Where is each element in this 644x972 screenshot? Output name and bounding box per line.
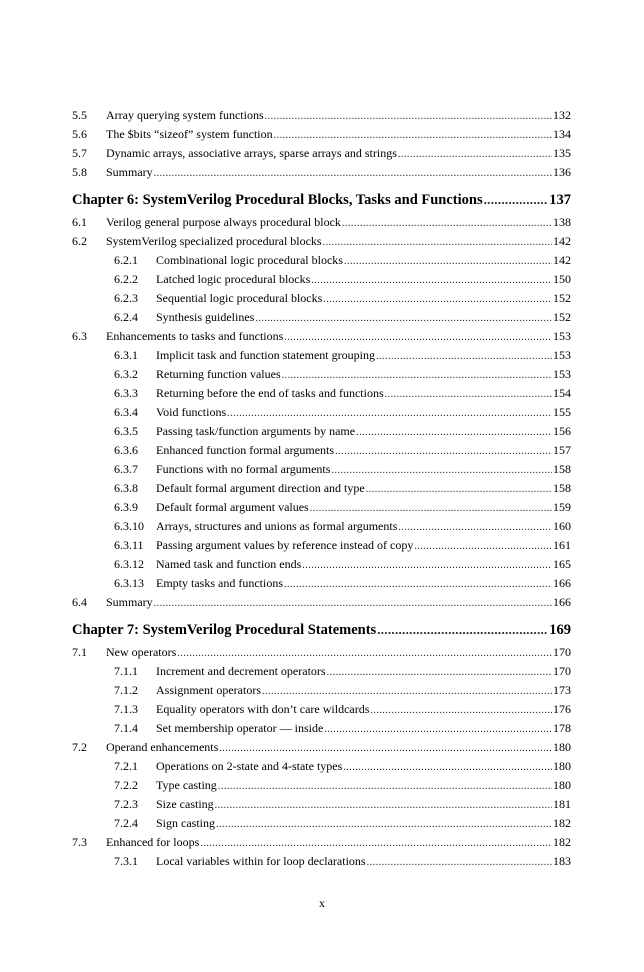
toc-entry: [72, 327, 571, 346]
toc-entry-number: 7.1.1: [114, 664, 138, 678]
toc-entry-page: 142: [553, 253, 571, 267]
toc-leader-dots: [262, 682, 552, 701]
toc-chapter-entry: [72, 186, 571, 213]
toc-entry-title: Combinational logic procedural blocks: [156, 253, 343, 267]
toc-entry-title: Enhanced function formal arguments: [156, 443, 335, 457]
toc-entry-title: Implicit task and function statement grouping: [156, 348, 375, 362]
toc-leader-dots: [323, 290, 552, 309]
toc-entry: [72, 270, 571, 289]
toc-leader-dots: [215, 796, 552, 815]
toc-entry-page: 155: [553, 405, 571, 419]
toc-leader-dots: [344, 252, 552, 271]
toc-leader-dots: [377, 616, 548, 643]
toc-entry-page: 166: [553, 576, 571, 590]
toc-entry-page: 173: [553, 683, 571, 697]
toc-leader-dots: [323, 233, 552, 252]
toc-entry-number: 7.2.1: [114, 759, 138, 773]
toc-entry-page: 152: [553, 291, 571, 305]
toc-leader-dots: [310, 499, 552, 518]
toc-entry-number: 7.2.3: [114, 797, 138, 811]
toc-entry: [72, 251, 571, 270]
toc-entry-page: 180: [553, 759, 571, 773]
toc-entry: [72, 719, 571, 738]
toc-entry-page: 153: [553, 367, 571, 381]
toc-leader-dots: [227, 404, 552, 423]
toc-leader-dots: [284, 328, 552, 347]
toc-entry-title: Set membership operator — inside: [156, 721, 324, 735]
toc-entry-page: 178: [553, 721, 571, 735]
toc-entry: [72, 574, 571, 593]
toc-entry-number: 6.3.10: [114, 519, 144, 533]
toc-entry-number: 6.3.13: [114, 576, 144, 590]
toc-entry: [72, 681, 571, 700]
toc-leader-dots: [265, 107, 552, 126]
toc-entry-page: 132: [553, 108, 571, 122]
toc-leader-dots: [324, 720, 552, 739]
toc-entry-title: Type casting: [156, 778, 217, 792]
toc-entry-page: 156: [553, 424, 571, 438]
toc-entry: [72, 757, 571, 776]
toc-entry-number: 6.3.1: [114, 348, 138, 362]
toc-entry-title: Void functions: [156, 405, 227, 419]
toc-entry-page: 137: [549, 192, 571, 208]
toc-entry-page: 153: [553, 348, 571, 362]
toc-entry: [72, 738, 571, 757]
toc-leader-dots: [154, 164, 552, 183]
toc-entry-page: 153: [553, 329, 571, 343]
toc-entry: [72, 346, 571, 365]
toc-leader-dots: [154, 594, 552, 613]
toc-entry: [72, 479, 571, 498]
toc-leader-dots: [342, 214, 552, 233]
toc-leader-dots: [216, 815, 552, 834]
toc-entry-title: Latched logic procedural blocks: [156, 272, 311, 286]
toc-entry: [72, 536, 571, 555]
toc-entry-page: 135: [553, 146, 571, 160]
toc-entry-title: Enhancements to tasks and functions: [106, 329, 284, 343]
toc-entry-number: 6.2.2: [114, 272, 138, 286]
toc-leader-dots: [311, 271, 552, 290]
table-of-contents: [72, 106, 571, 871]
toc-entry-number: 6.3.4: [114, 405, 138, 419]
toc-entry-page: 169: [549, 622, 571, 638]
toc-entry-page: 136: [553, 165, 571, 179]
toc-entry-page: 170: [553, 664, 571, 678]
toc-entry-title: Local variables within for loop declarations: [156, 854, 366, 868]
toc-entry-number: 6.1: [72, 215, 87, 229]
toc-leader-dots: [398, 518, 552, 537]
toc-leader-dots: [356, 423, 552, 442]
toc-entry: [72, 106, 571, 125]
toc-entry-number: 6.3.6: [114, 443, 138, 457]
toc-leader-dots: [200, 834, 552, 853]
toc-entry-title: Returning function values: [156, 367, 281, 381]
toc-entry-number: 6.3: [72, 329, 87, 343]
toc-entry-title: Assignment operators: [156, 683, 261, 697]
toc-entry-page: 157: [553, 443, 571, 457]
toc-entry-number: 7.3: [72, 835, 87, 849]
toc-entry-title: Empty tasks and functions: [156, 576, 283, 590]
toc-entry-page: 180: [553, 740, 571, 754]
toc-entry-page: 170: [553, 645, 571, 659]
toc-entry: [72, 776, 571, 795]
toc-entry-title: Summary: [106, 595, 153, 609]
toc-entry-title: Equality operators with don’t care wildcards: [156, 702, 370, 716]
toc-entry-page: 166: [553, 595, 571, 609]
toc-entry-page: 138: [553, 215, 571, 229]
toc-leader-dots: [398, 145, 552, 164]
toc-entry-title: Passing argument values by reference instead of copy: [156, 538, 414, 552]
toc-leader-dots: [370, 701, 552, 720]
toc-entry-number: 6.3.11: [114, 538, 144, 552]
toc-entry-number: 5.8: [72, 165, 87, 179]
toc-entry: [72, 833, 571, 852]
toc-entry-page: 165: [553, 557, 571, 571]
toc-entry-page: 152: [553, 310, 571, 324]
toc-leader-dots: [284, 575, 552, 594]
toc-entry-page: 158: [553, 462, 571, 476]
toc-entry-number: 6.2.1: [114, 253, 138, 267]
toc-entry-title: Summary: [106, 165, 153, 179]
toc-entry-title: SystemVerilog specialized procedural blocks: [106, 234, 322, 248]
toc-chapter-entry: [72, 616, 571, 643]
toc-entry: [72, 852, 571, 871]
toc-entry: [72, 517, 571, 536]
toc-entry-page: 181: [553, 797, 571, 811]
toc-entry-page: 182: [553, 835, 571, 849]
toc-entry-number: 7.2: [72, 740, 87, 754]
toc-entry-title: Functions with no formal arguments: [156, 462, 331, 476]
toc-entry: [72, 365, 571, 384]
toc-entry-number: 7.2.2: [114, 778, 138, 792]
toc-entry-page: 183: [553, 854, 571, 868]
toc-leader-dots: [414, 537, 552, 556]
toc-entry: [72, 289, 571, 308]
toc-entry: [72, 308, 571, 327]
toc-leader-dots: [282, 366, 552, 385]
toc-entry-number: 5.6: [72, 127, 87, 141]
toc-entry: [72, 384, 571, 403]
toc-entry: [72, 700, 571, 719]
toc-leader-dots: [302, 556, 552, 575]
toc-entry-page: 134: [553, 127, 571, 141]
toc-leader-dots: [343, 758, 552, 777]
toc-entry-number: 7.1: [72, 645, 87, 659]
toc-entry-number: 7.1.4: [114, 721, 138, 735]
toc-entry: [72, 643, 571, 662]
toc-entry-title: Size casting: [156, 797, 214, 811]
toc-entry-title: Operations on 2-state and 4-state types: [156, 759, 343, 773]
toc-entry-title: Increment and decrement operators: [156, 664, 326, 678]
toc-entry-page: 160: [553, 519, 571, 533]
toc-entry: [72, 662, 571, 681]
toc-leader-dots: [376, 347, 552, 366]
toc-entry: [72, 795, 571, 814]
toc-entry: [72, 232, 571, 251]
toc-entry: [72, 593, 571, 612]
toc-entry-page: 154: [553, 386, 571, 400]
toc-entry-number: 6.3.9: [114, 500, 138, 514]
toc-leader-dots: [219, 739, 552, 758]
toc-entry-page: 158: [553, 481, 571, 495]
toc-entry-title: Synthesis guidelines: [156, 310, 255, 324]
toc-leader-dots: [385, 385, 552, 404]
toc-entry-title: Chapter 6: SystemVerilog Procedural Blocks, Tasks and Functions: [72, 192, 483, 208]
toc-entry: [72, 460, 571, 479]
toc-leader-dots: [177, 644, 552, 663]
toc-entry-page: 161: [553, 538, 571, 552]
toc-leader-dots: [274, 126, 552, 145]
toc-leader-dots: [484, 186, 549, 213]
toc-entry-number: 5.5: [72, 108, 87, 122]
toc-entry: [72, 498, 571, 517]
toc-entry-page: 182: [553, 816, 571, 830]
toc-entry: [72, 163, 571, 182]
toc-entry-title: Returning before the end of tasks and functions: [156, 386, 384, 400]
toc-entry-number: 6.3.2: [114, 367, 138, 381]
toc-entry: [72, 555, 571, 574]
page-number: x: [319, 896, 325, 910]
toc-entry-title: New operators: [106, 645, 177, 659]
toc-leader-dots: [367, 853, 552, 872]
toc-entry-number: 6.3.8: [114, 481, 138, 495]
toc-entry: [72, 213, 571, 232]
toc-entry-title: Named task and function ends: [156, 557, 302, 571]
toc-entry-number: 6.2: [72, 234, 87, 248]
toc-entry-page: 150: [553, 272, 571, 286]
toc-entry: [72, 403, 571, 422]
toc-entry-number: 6.3.3: [114, 386, 138, 400]
toc-leader-dots: [331, 461, 552, 480]
toc-leader-dots: [335, 442, 552, 461]
toc-entry-title: Passing task/function arguments by name: [156, 424, 356, 438]
toc-entry: [72, 125, 571, 144]
toc-entry-title: Default formal argument direction and type: [156, 481, 365, 495]
toc-entry-title: Dynamic arrays, associative arrays, sparse arrays and strings: [106, 146, 397, 160]
toc-entry-page: 180: [553, 778, 571, 792]
toc-entry-number: 6.4: [72, 595, 87, 609]
toc-entry-page: 159: [553, 500, 571, 514]
toc-entry: [72, 814, 571, 833]
toc-entry: [72, 144, 571, 163]
toc-leader-dots: [366, 480, 552, 499]
toc-entry-title: Sign casting: [156, 816, 215, 830]
toc-leader-dots: [327, 663, 552, 682]
toc-entry-page: 142: [553, 234, 571, 248]
toc-entry-number: 6.3.7: [114, 462, 138, 476]
toc-entry-title: Enhanced for loops: [106, 835, 200, 849]
toc-entry-number: 7.3.1: [114, 854, 138, 868]
toc-entry-title: Verilog general purpose always procedural block: [106, 215, 341, 229]
toc-entry: [72, 422, 571, 441]
toc-entry-number: 7.1.3: [114, 702, 138, 716]
toc-entry-title: Array querying system functions: [106, 108, 264, 122]
toc-entry-number: 6.3.12: [114, 557, 144, 571]
toc-entry: [72, 441, 571, 460]
toc-leader-dots: [218, 777, 552, 796]
toc-entry-number: 6.2.4: [114, 310, 138, 324]
toc-entry-title: Operand enhancements: [106, 740, 219, 754]
toc-entry-number: 6.3.5: [114, 424, 138, 438]
toc-entry-title: The $bits “sizeof” system function: [106, 127, 273, 141]
toc-entry-title: Chapter 7: SystemVerilog Procedural Statements: [72, 622, 377, 638]
toc-entry-number: 6.2.3: [114, 291, 138, 305]
toc-entry-page: 176: [553, 702, 571, 716]
toc-entry-title: Default formal argument values: [156, 500, 309, 514]
toc-entry-number: 7.1.2: [114, 683, 138, 697]
toc-entry-number: 5.7: [72, 146, 87, 160]
toc-entry-title: Sequential logic procedural blocks: [156, 291, 323, 305]
toc-leader-dots: [255, 309, 552, 328]
toc-entry-number: 7.2.4: [114, 816, 138, 830]
toc-entry-title: Arrays, structures and unions as formal arguments: [156, 519, 398, 533]
